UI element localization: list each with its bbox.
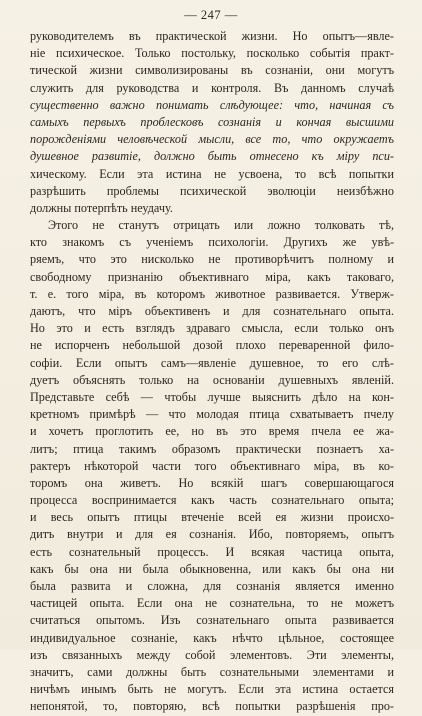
text-line: и хочетъ проглотить ее, но въ это время пчела ее жа- [30,424,394,439]
text-line: разрѣшить проблемы психической эволюціи неизбѣжно [30,183,394,198]
text-line: ряемъ, что это нисколько не противорѣчитъ полному и [30,252,394,267]
text-line: должны потерпѣть неудачу. [30,200,173,215]
italic-text: порожденіями человѣческой мысли, все то, что окружаетъ [30,132,394,147]
text-line: хическому. Если эта истина не усвоена, то всѣ попытки [30,166,394,181]
text-line: даютъ, что міръ объективенъ и для сознательнаго опыта. [30,304,394,318]
text-line: и весь опытъ птицы втеченіе всей ея жизни происхо- [30,510,394,525]
italic-text: существенно важно понимать слѣдующее: что, начиная съ [30,97,394,112]
text-line: ничѣмъ инымъ быть не могутъ. Если эта истина остается [30,682,394,697]
text-line: процесса воспринимается какъ часть сознательнаго опыта; [30,493,394,508]
text-line: тической жизни символизированы въ сознаніи, они могутъ [30,63,394,78]
text-line: Но это и есть взглядъ здраваго смысла, если только онъ [30,321,394,336]
text-line: индивидуальное сознаніе, какъ нѣчто цѣльное, состоящее [30,630,394,645]
text-line [30,114,394,131]
text-line: была развита и сложна, для сознанія является именно [30,579,394,593]
text-line: т. е. того міра, въ которомъ животное развивается. Утверж- [30,286,394,301]
text-line [30,131,394,148]
text-line: непонятой, то, повторяю, всѣ попытки разрѣшенія про- [30,699,394,714]
italic-text: самыхъ первыхъ проблесковъ сознанія и кончая высшими [30,114,394,129]
text-line: изъ связанныхъ между собой элементовъ. Эти элементы, [30,647,394,662]
text-line: значитъ, сами должны быть сознательными элементами и [30,664,394,679]
text-line: софіи. Если опытъ самъ—явленіе душевное, то его слѣ- [30,355,394,370]
text-line: считаться опытомъ. Изъ сознательнаго опыта развивается [30,613,394,628]
text-line: Этого не станутъ отрицать или ложно толковать тѣ, [48,218,394,233]
text-line [30,148,394,165]
text-line: служить для руководства и контроля. Въ данномъ случаѣ [30,80,394,95]
text-line: торомъ она живетъ. Но всякій шагъ совершающагося [30,475,394,490]
text-line: дуетъ объяснять только на основаніи душевныхъ явленій. [30,372,394,387]
body-text [30,28,394,716]
page-number: — 247 — [184,8,238,22]
text-line: не испорченъ небольшой дозой плохо переваренной фило- [30,338,394,353]
text-line: дитъ внутри и для ея сознанія. Ибо, повторяемъ, опытъ [30,527,394,542]
text-line: частицей опыта. Если она не сознательна, то не можетъ [30,596,394,611]
text-line: кто знакомъ съ ученіемъ психологіи. Другихъ же увѣ- [30,235,394,250]
text-line: какъ бы она ни была обыкновенна, или какъ бы она ни [30,561,394,576]
text-line: руководителемъ въ практической жизни. Но опытъ—явле- [30,29,394,43]
text-line: кретномъ примѣрѣ — что молодая птица схватываетъ пчелу [30,407,394,422]
text-line: есть сознательный процессъ. И всякая частица опыта, [30,544,394,559]
text-line: ніе психическое. Только постольку, посколько событія практ- [30,46,394,61]
text-line: свободному признанію объективнаго міра, какъ таковаго, [30,269,394,284]
text-line: Представьте себѣ — чтобы лучше выяснить дѣло на кон- [30,389,394,404]
text-line: литъ; птица такимъ образомъ практически познаетъ ха- [30,441,394,456]
text-line [30,97,394,114]
italic-text: душевное развитіе, должно быть отнесено къ міру пси- [30,149,394,164]
text-line: рактеръ нѣкоторой части того объективнаго міра, въ ко- [30,458,394,473]
